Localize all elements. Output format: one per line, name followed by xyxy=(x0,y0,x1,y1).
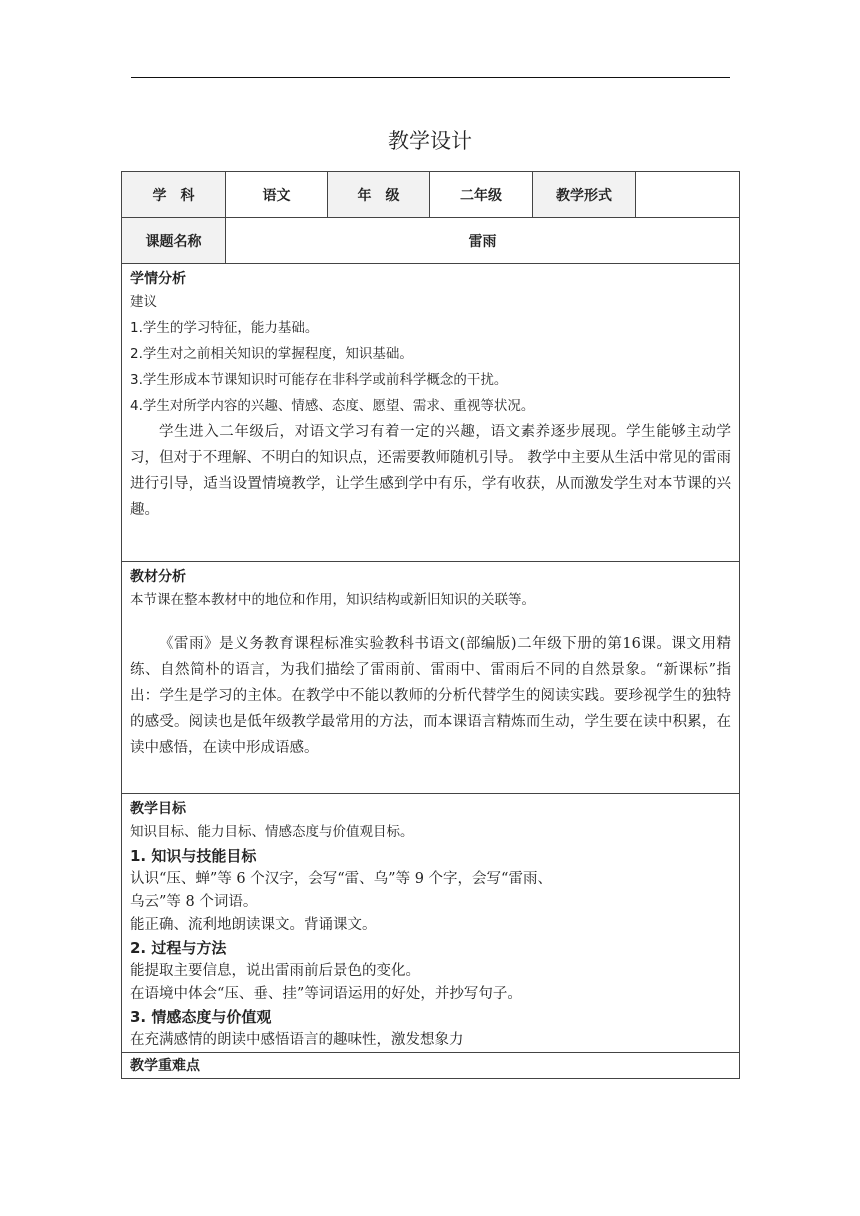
suggestion-label: 建议 xyxy=(130,294,157,310)
student-analysis-heading: 学情分析 xyxy=(130,271,186,287)
analysis-point: 4.学生对所学内容的兴趣、情感、态度、愿望、需求、重视等状况。 xyxy=(130,398,535,414)
document-title: 教学设计 xyxy=(388,129,472,153)
grade-value: 二年级 xyxy=(430,172,533,218)
teaching-form-label: 教学形式 xyxy=(533,172,636,218)
analysis-point: 1.学生的学习特征，能力基础。 xyxy=(130,320,319,336)
key-points-heading: 教学重难点 xyxy=(130,1058,200,1074)
topic-row xyxy=(122,218,740,264)
teaching-form-value xyxy=(636,172,740,218)
knowledge-skills-heading: 1. 知识与技能目标 xyxy=(130,847,257,865)
objective-line: 能提取主要信息，说出雷雨前后景色的变化。 xyxy=(130,963,420,979)
objectives-hint: 知识目标、能力目标、情感态度与价值观目标。 xyxy=(130,824,414,840)
lesson-plan-table xyxy=(121,171,740,1079)
analysis-point: 2.学生对之前相关知识的掌握程度，知识基础。 xyxy=(130,346,413,362)
objective-line: 能正确、流利地朗读课文。背诵课文。 xyxy=(130,917,377,933)
student-analysis-row xyxy=(122,264,740,562)
key-points-cell xyxy=(122,1053,740,1079)
subject-value: 语文 xyxy=(226,172,328,218)
objectives-row xyxy=(122,794,740,1053)
objectives-cell xyxy=(122,794,740,1053)
topic-value: 雷雨 xyxy=(226,218,740,264)
objective-line: 乌云”等 8 个词语。 xyxy=(130,894,258,910)
emotion-values-heading: 3. 情感态度与价值观 xyxy=(130,1008,272,1026)
objective-line: 在语境中体会“压、垂、挂”等词语运用的好处，并抄写句子。 xyxy=(130,986,522,1002)
student-analysis-cell xyxy=(122,264,740,562)
material-analysis-heading: 教材分析 xyxy=(130,569,186,585)
material-analysis-cell xyxy=(122,562,740,794)
material-analysis-hint: 本节课在整本教材中的地位和作用，知识结构或新旧知识的关联等。 xyxy=(130,592,535,608)
analysis-point: 3.学生形成本节课知识时可能存在非科学或前科学概念的干扰。 xyxy=(130,372,508,388)
objective-line: 认识“压、蝉”等 6 个汉字，会写“雷、乌”等 9 个字，会写“雷雨、 xyxy=(130,871,552,887)
key-points-row xyxy=(122,1053,740,1079)
student-analysis-paragraph: 学生进入二年级后，对语文学习有着一定的兴趣，语文素养逐步展现。学生能够主动学习，但对于不理解、不明白的知识点，还需要教师随机引导。 教学中主要从生活中常见的雷雨进行引导，适当设置情境教学，让学生感到学中有乐，学有收获，从而激发学生对本节课的兴趣。 xyxy=(130,424,731,518)
material-analysis-paragraph: 《雷雨》是义务教育课程标准实验教科书语文(部编版)二年级下册的第16课。课文用精练、自然简朴的语言，为我们描绘了雷雨前、雷雨中、雷雨后不同的自然景象。“新课标”指出：学生是学习的主体。在教学中不能以教师的分析代替学生的阅读实践。要珍视学生的独特的感受。阅读也是低年级教学最常用的方法，而本课语言精炼而生动，学生要在读中积累，在读中感悟，在读中形成语感。 xyxy=(130,636,731,756)
info-row xyxy=(122,172,740,218)
objective-line: 在充满感情的朗读中感悟语言的趣味性，激发想象力 xyxy=(130,1032,464,1048)
process-methods-heading: 2. 过程与方法 xyxy=(130,939,227,957)
subject-label: 学 科 xyxy=(122,172,226,218)
topic-label: 课题名称 xyxy=(122,218,226,264)
material-analysis-row xyxy=(122,562,740,794)
header-rule xyxy=(131,77,730,78)
grade-label: 年 级 xyxy=(328,172,430,218)
objectives-heading: 教学目标 xyxy=(130,801,186,817)
